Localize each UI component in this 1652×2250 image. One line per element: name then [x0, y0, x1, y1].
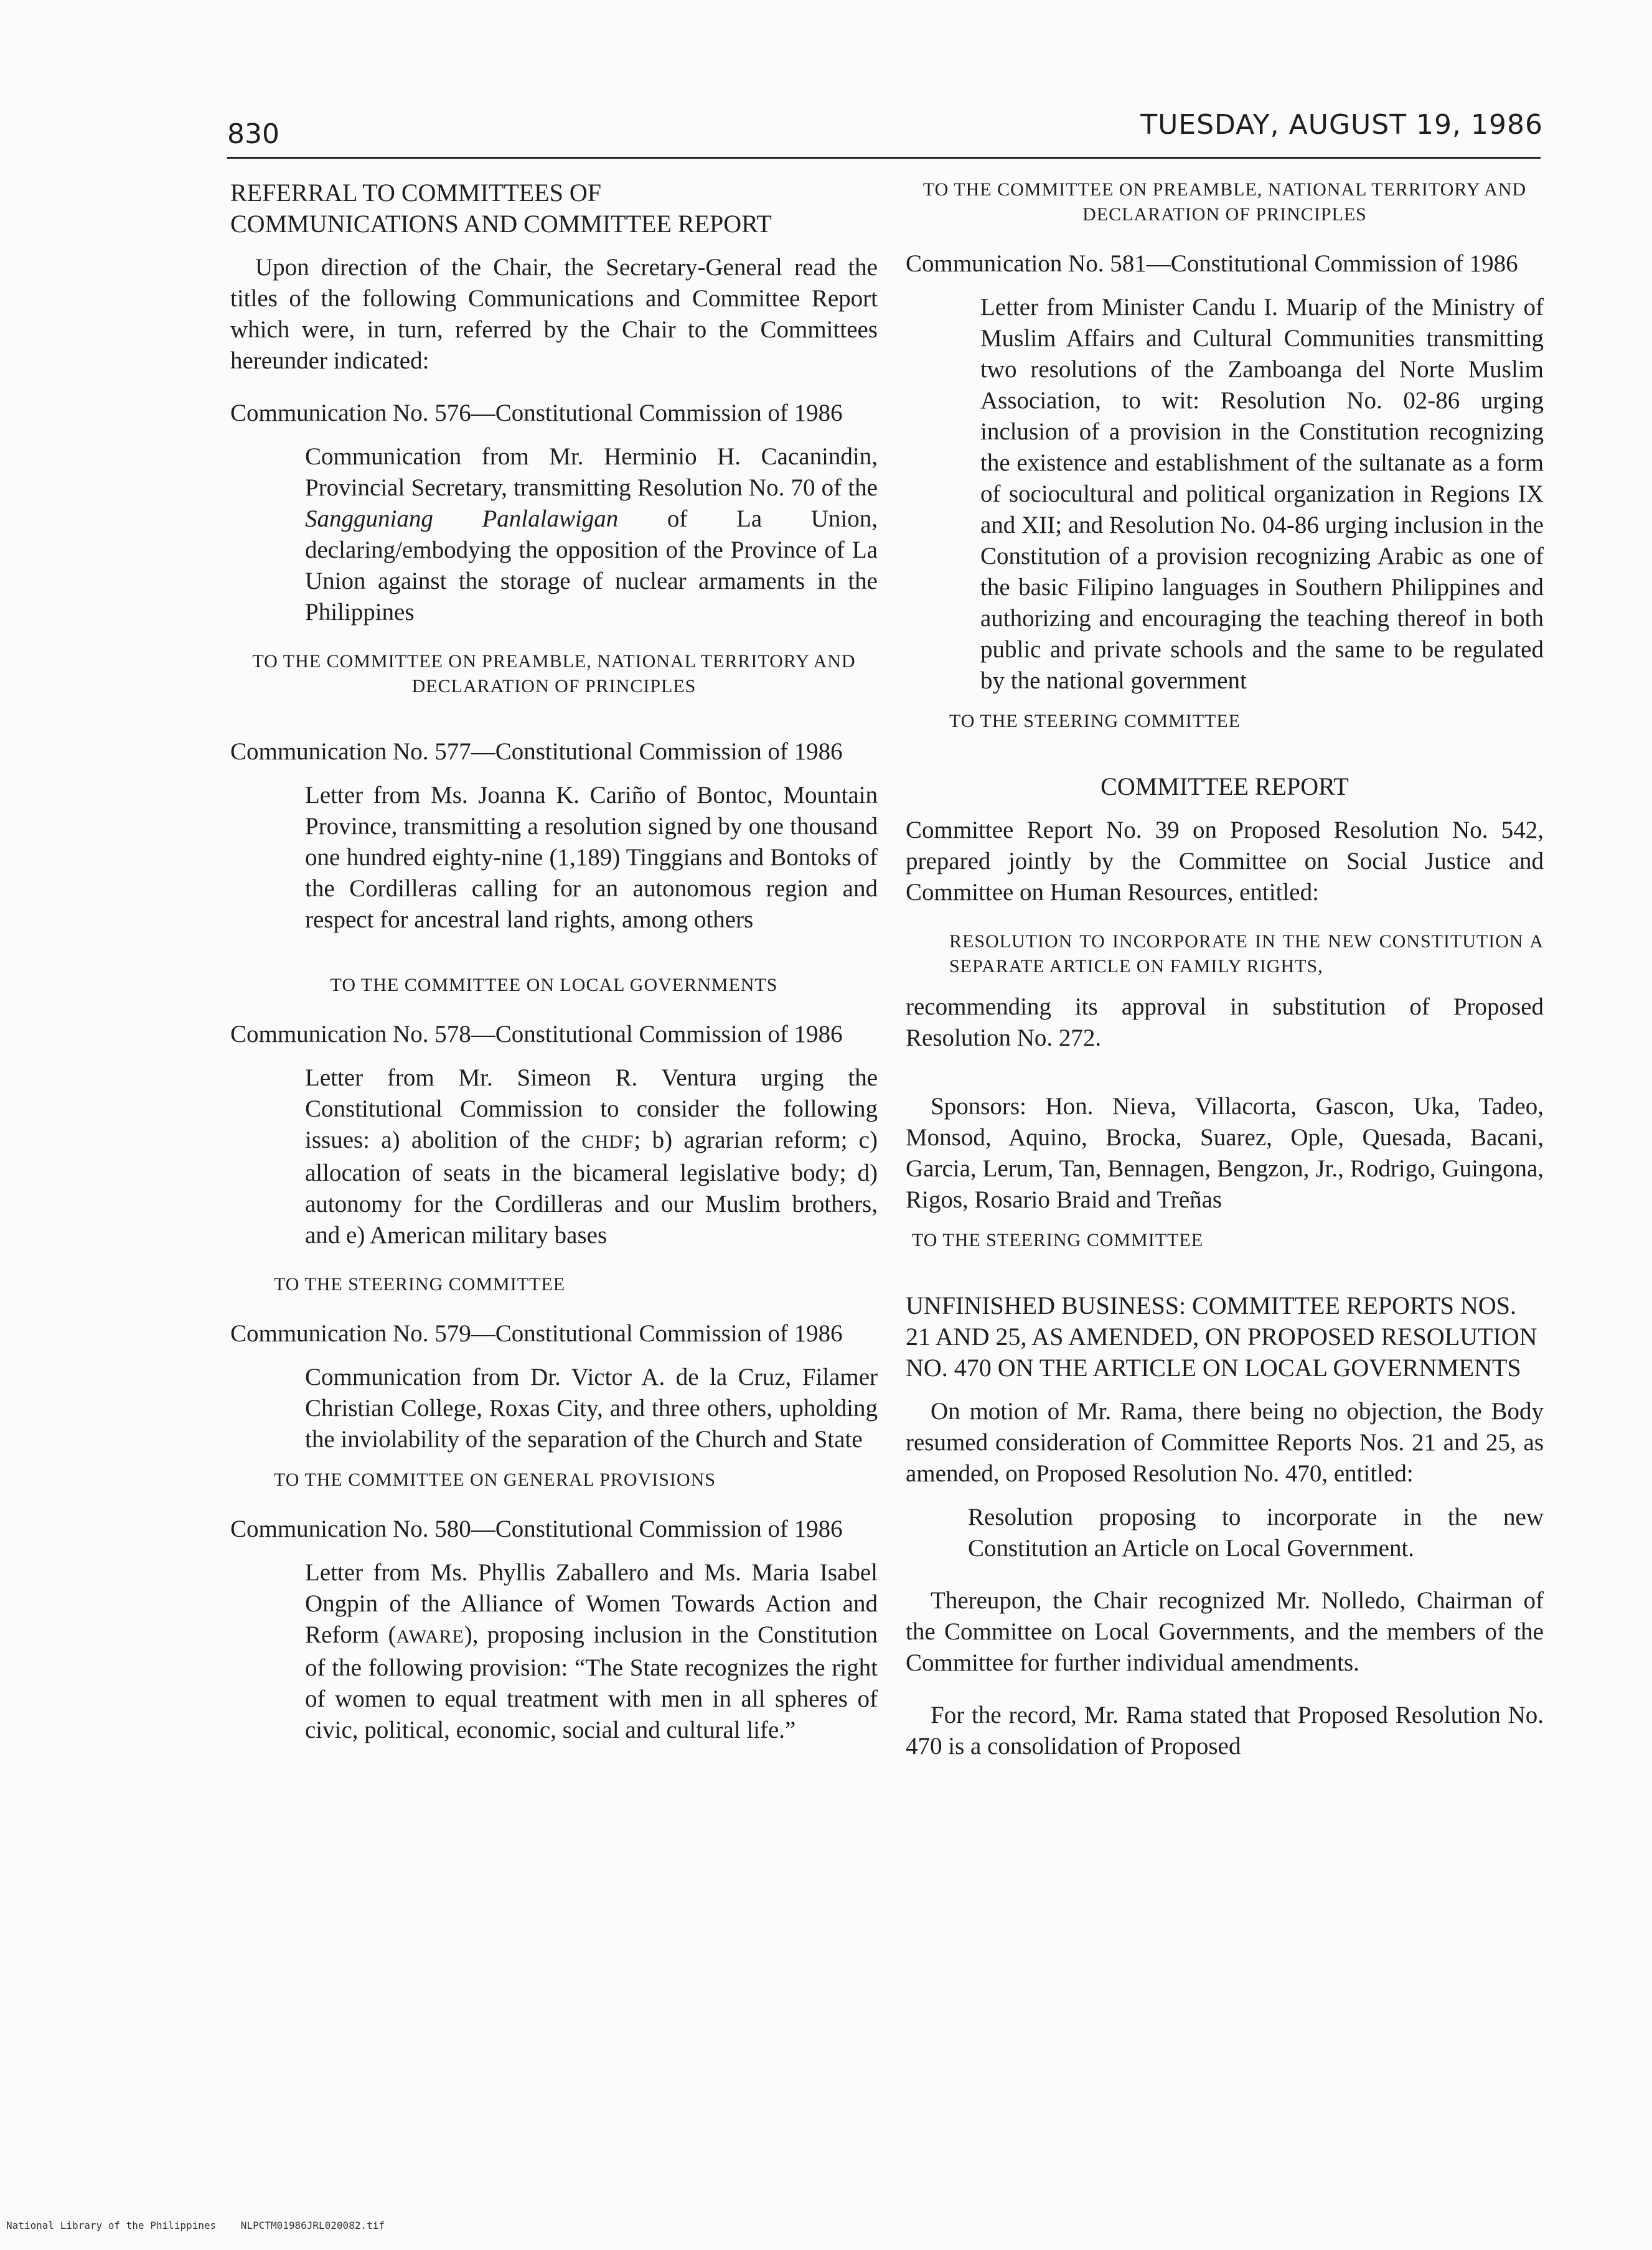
unfinished-business-title: UNFINISHED BUSINESS: COMMITTEE REPORTS NOS. 21 AND 25, AS AMENDED, ON PROPOSED RESOLUTION NO. 470 ON THE ARTICLE ON LOCAL GOVERNMENTS: [906, 1291, 1537, 1382]
communication-576-heading: Communication No. 576—Constitutional Commission of 1986: [230, 400, 843, 426]
aware-abbrev: AWARE: [396, 1626, 464, 1647]
page-date: TUESDAY, AUGUST 19, 1986: [1140, 109, 1543, 141]
communication-580-body: Letter from Ms. Phyllis Zaballero and Ms. Maria Isabel Ongpin of the Alliance of Women Towards Action and Reform (AWARE), proposing inclusion in the Constitution of the following provision: “The State recognizes the right of women to equal treatment with men in all spheres of civic, political, economic, social and cultural life.”: [305, 1559, 878, 1743]
communication-580-referral: TO THE COMMITTEE ON PREAMBLE, NATIONAL TERRITORY AND DECLARATION OF PRINCIPLES: [922, 179, 1527, 225]
communication-581-heading: Communication No. 581—Constitutional Commission of 1986: [906, 250, 1518, 277]
communication-579-referral: TO THE COMMITTEE ON GENERAL PROVISIONS: [274, 1470, 716, 1490]
chdf-abbrev: CHDF: [581, 1132, 634, 1152]
communication-581-referral: TO THE STEERING COMMITTEE: [949, 711, 1241, 731]
communication-577-heading: Communication No. 577—Constitutional Commission of 1986: [230, 738, 843, 765]
committee-report-recommendation: recommending its approval in substitution of Proposed Resolution No. 272.: [906, 993, 1544, 1051]
communication-576-body: Communication from Mr. Herminio H. Cacanindin, Provincial Secretary, transmitting Resolution No. 70 of the Sangguniang Panlalawigan of La Union, declaring/embodying the opposition of the Province of La Union against the storage of nuclear armaments in the Philippines: [305, 443, 878, 626]
library-credit: National Library of the Philippines: [6, 2220, 217, 2231]
unfinished-business-resolution: Resolution proposing to incorporate in the new Constitution an Article on Local Government.: [968, 1504, 1544, 1562]
intro-paragraph: Upon direction of the Chair, the Secretary-General read the titles of the following Communications and Committee Report which were, in turn, referred by the Chair to the Committees hereunder indicated:: [230, 254, 878, 374]
communication-578-body: Letter from Mr. Simeon R. Ventura urging the Constitutional Commission to consider the following issues: a) abolition of the CHDF; b) agrarian reform; c) allocation of seats in the bicameral legislative body; d) autonomy for the Cordilleras and our Muslim brothers, and e) American military bases: [305, 1064, 878, 1249]
unfinished-business-paragraph-2: Thereupon, the Chair recognized Mr. Nolledo, Chairman of the Committee on Local Governments, and the members of the Committee for further individual amendments.: [906, 1587, 1544, 1676]
committee-report-body: Committee Report No. 39 on Proposed Resolution No. 542, prepared jointly by the Committee on Social Justice and Committee on Human Resources, entitled:: [906, 817, 1544, 906]
committee-report-sponsors: Sponsors: Hon. Nieva, Villacorta, Gascon, Uka, Tadeo, Monsod, Aquino, Brocka, Suarez, Ople, Quesada, Bacani, Garcia, Lerum, Tan, Bennagen, Bengzon, Jr., Rodrigo, Guingona, Rigos, Rosario Braid and Treñas: [906, 1093, 1544, 1213]
communication-577-body: Letter from Ms. Joanna K. Cariño of Bontoc, Mountain Province, transmitting a resolution signed by one thousand one hundred eighty-nine (1,189) Tinggians and Bontoks of the Cordilleras calling for an autonomous region and respect for ancestral land rights, among others: [305, 782, 878, 933]
communication-577-referral: TO THE COMMITTEE ON LOCAL GOVERNMENTS: [330, 975, 778, 995]
header-rule: [227, 157, 1541, 159]
committee-report-referral: TO THE STEERING COMMITTEE: [912, 1230, 1204, 1250]
communication-578-heading: Communication No. 578—Constitutional Commission of 1986: [230, 1021, 843, 1048]
right-column: [906, 177, 1544, 1762]
committee-report-title: COMMITTEE REPORT: [1101, 772, 1349, 800]
unfinished-business-paragraph-1: On motion of Mr. Rama, there being no objection, the Body resumed consideration of Committee Reports Nos. 21 and 25, as amended, on Proposed Resolution No. 470, entitled:: [906, 1398, 1544, 1487]
section-title: REFERRAL TO COMMITTEES OF: [230, 179, 601, 207]
communication-581-body: Letter from Minister Candu I. Muarip of the Ministry of Muslim Affairs and Cultural Communities transmitting two resolutions of the Zamboanga del Norte Muslim Association, to wit: Resolution No. 02-86 urging inclusion of a provision in the Constitution recognizing the existence and establishment of the sultanate as a form of sociocultural and political organization in Regions IX and XII; and Resolution No. 04-86 urging inclusion in the Constitution of a provision recognizing Arabic as one of the basic Filipino languages in Southern Philippines and authorizing and encouraging the teaching thereof in both public and private schools and the same to be regulated by the national government: [980, 294, 1544, 694]
sangguniang-term: Sangguniang Panlalawigan: [305, 505, 619, 532]
left-column: [230, 177, 878, 1746]
page-number: 830: [227, 118, 279, 150]
communication-576-referral: TO THE COMMITTEE ON PREAMBLE, NATIONAL TERRITORY AND DECLARATION OF PRINCIPLES: [252, 651, 856, 696]
committee-report-resolution: RESOLUTION TO INCORPORATE IN THE NEW CONSTITUTION A SEPARATE ARTICLE ON FAMILY RIGHTS,: [949, 931, 1544, 977]
communication-580-heading: Communication No. 580—Constitutional Commission of 1986: [230, 1516, 843, 1542]
file-name: NLPCTM01986JRL020082.tif: [240, 2220, 385, 2231]
communication-579-heading: Communication No. 579—Constitutional Commission of 1986: [230, 1320, 843, 1347]
unfinished-business-paragraph-3: For the record, Mr. Rama stated that Proposed Resolution No. 470 is a consolidation of Proposed: [906, 1702, 1544, 1760]
scan-footer: [6, 2220, 403, 2231]
communication-578-referral: TO THE STEERING COMMITTEE: [274, 1274, 566, 1295]
communication-579-body: Communication from Dr. Victor A. de la Cruz, Filamer Christian College, Roxas City, and three others, upholding the inviolability of the separation of the Church and State: [305, 1364, 878, 1453]
section-title-line2: COMMUNICATIONS AND COMMITTEE REPORT: [230, 210, 772, 238]
